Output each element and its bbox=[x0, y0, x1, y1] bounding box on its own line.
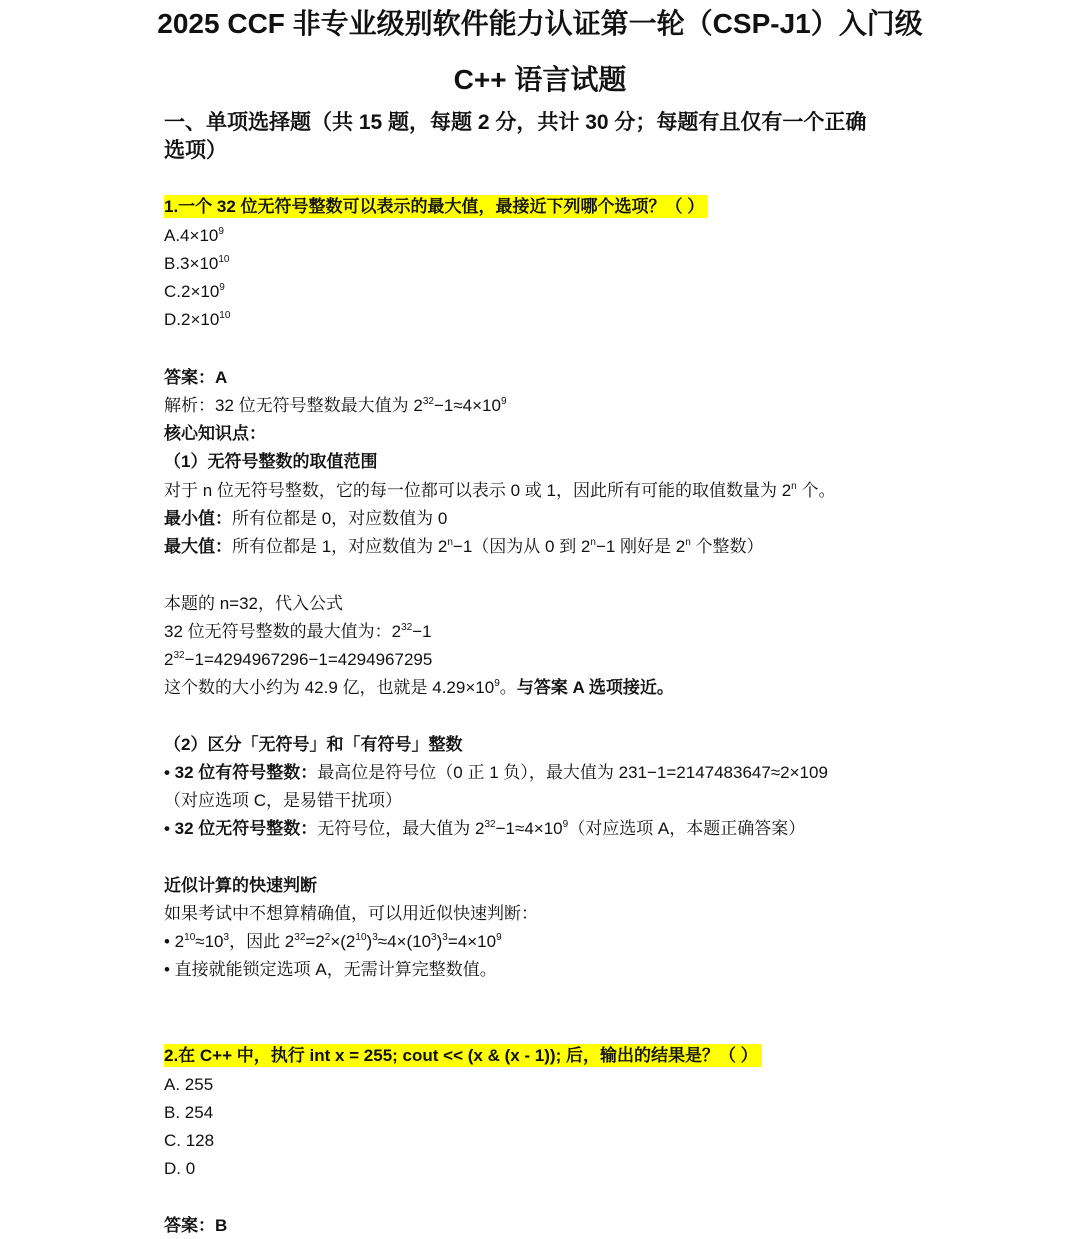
substitution-line-3: $2^{32}-1=4294967296-1=4294967295$ bbox=[164, 650, 433, 669]
signed-int-bullet: • 32 位有符号整数：最高位是符号位（0 正 1 负），最大值为 231−1=2147483647≈2×109 bbox=[164, 763, 828, 782]
substitution-line-2: 32 位无符号整数的最大值为：$2^{32}-1$ bbox=[164, 622, 432, 641]
approx-bullet-2: • 直接就能锁定选项 A，无需计算完整数值。 bbox=[164, 960, 497, 979]
min-value-line: 最小值：所有位都是 0，对应数值为 0 bbox=[164, 509, 448, 528]
document-title-line1: 2025 CCF 非专业级别软件能力认证第一轮（CSP-J1）入门级 bbox=[157, 8, 923, 39]
approx-bullet-1: • $2^{10}\approx 10^3$，因此 $2^{32}=2^2\times(2^{10})^3\approx 4\times(10^3)^3=4\times 10^9$ bbox=[164, 932, 502, 951]
q2-option-b: B. 254 bbox=[164, 1103, 214, 1122]
signed-int-bullet-cont: （对应选项 C，是易错干扰项） bbox=[164, 791, 402, 810]
q2-option-c: C. 128 bbox=[164, 1131, 215, 1150]
max-value-line: 最大值：所有位都是 1，对应数值为 $2^n-1$（因为从 0 到 $2^n-1$ 刚好是 2$^n$ 个整数） bbox=[164, 537, 764, 556]
knowledge-1-text: 对于 n 位无符号整数，它的每一位都可以表示 0 或 1，因此所有可能的取值数量为 2$^n$ 个。 bbox=[164, 481, 836, 500]
q2-option-a: A. 255 bbox=[164, 1075, 214, 1094]
section-heading: 一、单项选择题（共 15 题，每题 2 分，共计 30 分；每题有且仅有一个正确 bbox=[164, 111, 867, 134]
q1-option-c: $C.2\times 10^9$ bbox=[164, 282, 225, 301]
unsigned-int-bullet: • 32 位无符号整数：无符号位，最大值为 $2^{32}-1\approx 4\times 10^9$（对应选项 A，本题正确答案） bbox=[164, 819, 806, 838]
question-2-text: 2.在 C++ 中，执行 int x = 255; cout << (x & (x - 1)); 后，输出的结果是？（ ） bbox=[164, 1044, 762, 1067]
substitution-line-1: 本题的 n=32，代入公式 bbox=[164, 594, 344, 613]
approx-heading: 近似计算的快速判断 bbox=[164, 876, 317, 895]
q1-option-b: $B.3\times 10^{10}$ bbox=[164, 254, 230, 273]
question-2 bbox=[164, 1044, 762, 1068]
question-1 bbox=[164, 195, 708, 219]
q1-analysis: 解析：32 位无符号整数最大值为 $2^{32}-1\approx 4\times 10^9$ bbox=[164, 396, 507, 415]
section-heading-cont: 选项） bbox=[164, 139, 227, 162]
substitution-line-4: 这个数的大小约为 42.9 亿，也就是 $4.29\times 10^9$。与答案 A 选项接近。 bbox=[164, 678, 674, 697]
q2-answer: 答案：B bbox=[164, 1216, 228, 1235]
document-title-line2: C++ 语言试题 bbox=[453, 64, 627, 95]
question-1-text: 1.一个 32 位无符号整数可以表示的最大值，最接近下列哪个选项？（ ） bbox=[164, 195, 708, 218]
knowledge-1-heading: （1）无符号整数的取值范围 bbox=[164, 452, 378, 471]
approx-text: 如果考试中不想算精确值，可以用近似快速判断： bbox=[164, 904, 538, 923]
q1-answer: 答案：A bbox=[164, 368, 228, 387]
knowledge-2-heading: （2）区分「无符号」和「有符号」整数 bbox=[164, 735, 463, 754]
q1-option-a: $A.4\times 10^9$ bbox=[164, 226, 224, 245]
q1-option-d: $D.2\times 10^{10}$ bbox=[164, 310, 231, 329]
core-knowledge-heading: 核心知识点： bbox=[164, 424, 266, 443]
q2-option-d: D. 0 bbox=[164, 1159, 196, 1178]
